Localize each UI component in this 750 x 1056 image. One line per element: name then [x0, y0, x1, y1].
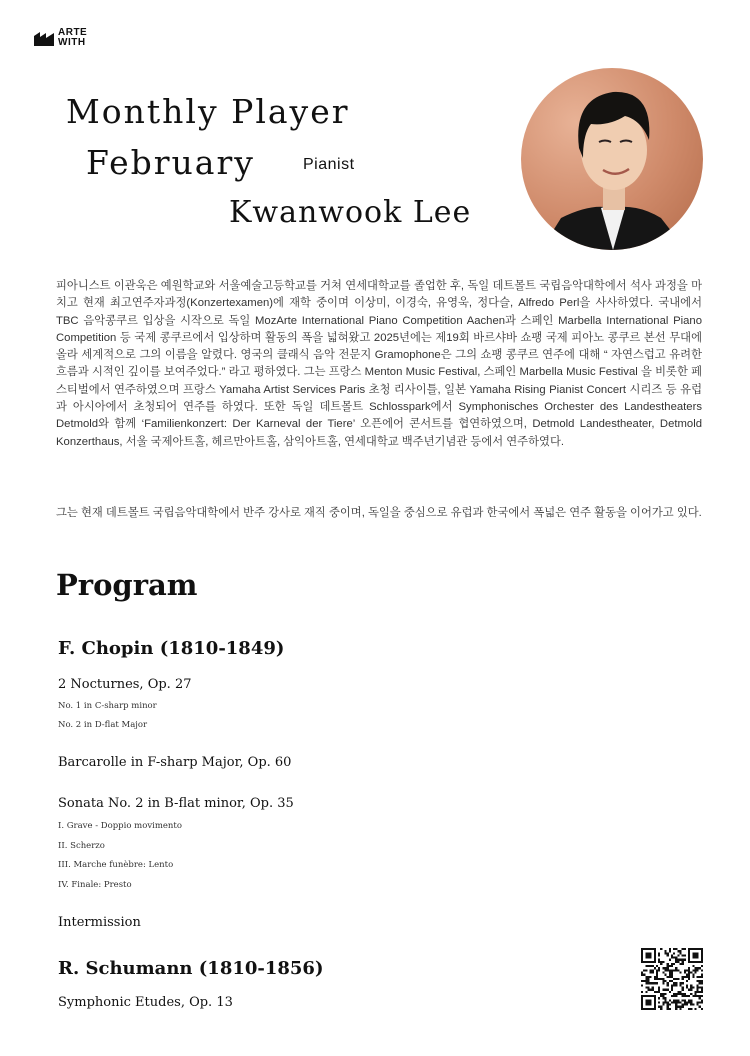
- movement-sonata-2: II. Scherzo: [58, 841, 105, 851]
- movement-sonata-1: I. Grave - Doppio movimento: [58, 821, 182, 831]
- movement-sonata-4: IV. Finale: Presto: [58, 880, 132, 890]
- composer-schumann: R. Schumann (1810-1856): [58, 958, 324, 979]
- biography-paragraph-1: 피아니스트 이관욱은 예원학교와 서울예술고등학교를 거쳐 연세대학교를 졸업한 후, 독일 데트몰트 국립음악대학에서 석사 과정을 마치고 현재 최고연주자과정(Konzertexamen)에 재학 중이며 이상미, 이경숙, 유영욱, 정다슬, Alfredo Perl을 사사하였다. 국내에서 TBC 음악콩쿠르 입상을 시작으로 독일 MozArte International Piano Competition Aachen과 스페인 Marbella International Piano Competition 등 국제 콩쿠르에서 입상하며 활동의 폭을 넓혀왔고 2025년에는 제19회 바르샤바 쇼팽 국제 피아노 콩쿠르 본선 무대에 올라 세계적으로 그의 이름을 알렸다. 영국의 클래식 음악 전문지 Gramophone은 그의 쇼팽 콩쿠르 연주에 대해 “ 자연스럽고 유려한 흐름과 시적인 깊이를 보여주었다.” 라고 평하였다. 그는 프랑스 Menton Music Festival, 스페인 Marbella Music Festival 을 비롯한 페스티벌에서 연주하였으며 프랑스 Yamaha Artist Services Paris 초청 리사이틀, 일본 Yamaha Rising Pianist Concert 시리즈 등 유럽과 아시아에서 초청되어 연주를 하였다. 또한 독일 데트몰트 Schlosspark에서 Symphonisches Orchester des Landestheaters Detmold와 함께 ‘Familienkonzert: Der Karneval der Tiere’ 오픈에어 콘서트를 협연하였으며, Detmold Landestheater, Detmold Konzerthaus, 서울 국제아트홀, 헤르만아트홀, 삼익아트홀, 연세대학교 백주년기념관 등에서 연주하였다.: [56, 280, 702, 448]
- logo-line2: WITH: [58, 37, 86, 48]
- work-symphonic-etudes: Symphonic Etudes, Op. 13: [58, 995, 233, 1010]
- performer-portrait: [521, 68, 703, 250]
- qr-code-icon[interactable]: [641, 948, 703, 1010]
- title-monthly-player: Monthly Player: [66, 92, 350, 131]
- logo-mark-icon: [34, 30, 54, 46]
- composer-chopin: F. Chopin (1810-1849): [58, 638, 285, 659]
- intermission-label: Intermission: [58, 915, 141, 930]
- work-nocturnes: 2 Nocturnes, Op. 27: [58, 677, 192, 692]
- performer-role: Pianist: [303, 156, 355, 173]
- logo-line1: ARTE: [58, 27, 88, 38]
- work-sonata-2: Sonata No. 2 in B-flat minor, Op. 35: [58, 796, 294, 811]
- biography-paragraph-2: 그는 현재 데트몰트 국립음악대학에서 반주 강사로 재직 중이며, 독일을 중심으로 유럽과 한국에서 폭넓은 연주 활동을 이어가고 있다.: [56, 507, 702, 519]
- portrait-image: [521, 68, 703, 250]
- movement-sonata-3: III. Marche funèbre: Lento: [58, 860, 174, 870]
- movement-nocturne-1: No. 1 in C-sharp minor: [58, 701, 157, 711]
- work-barcarolle: Barcarolle in F-sharp Major, Op. 60: [58, 755, 292, 770]
- movement-nocturne-2: No. 2 in D-flat Major: [58, 720, 148, 730]
- program-heading: Program: [56, 568, 198, 602]
- title-month: February: [86, 143, 255, 182]
- performer-name: Kwanwook Lee: [229, 195, 472, 230]
- arte-with-logo: [34, 28, 87, 48]
